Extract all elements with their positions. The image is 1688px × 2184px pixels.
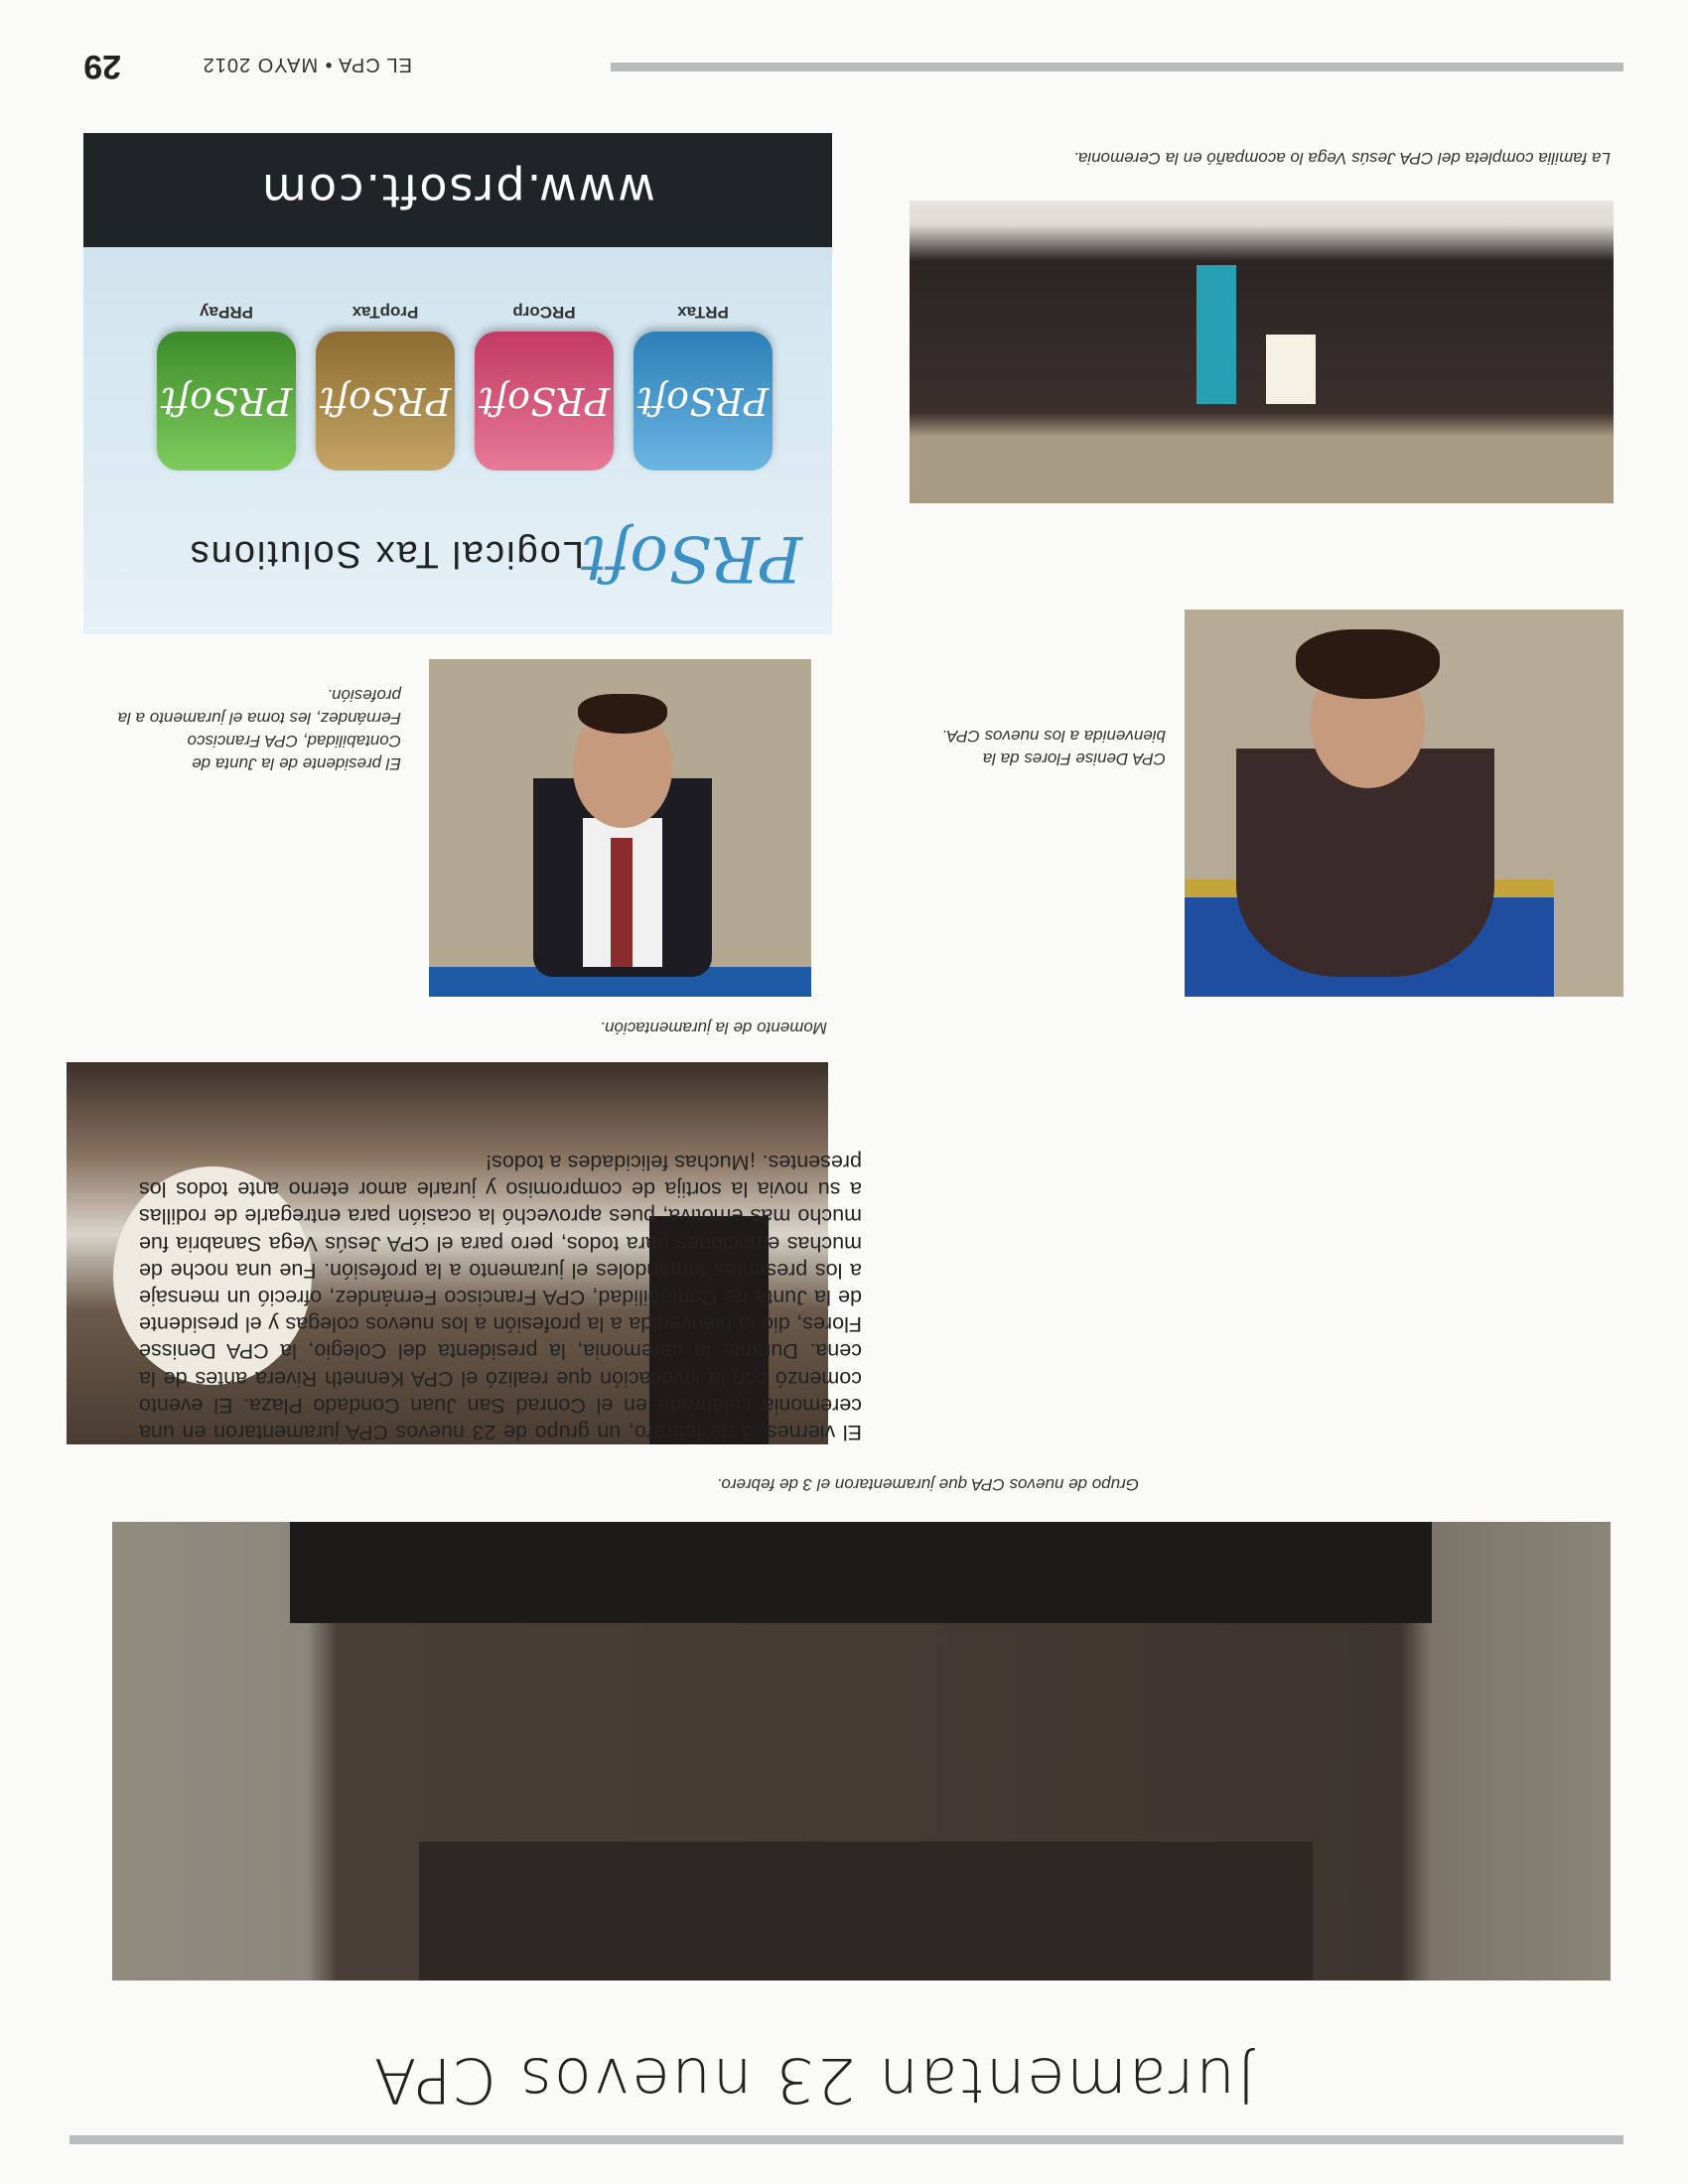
swearing-in-caption: Momento de la juramentación. — [600, 1019, 827, 1037]
group-photo-caption: Grupo de nuevos CPA que juramentaron el 3 de febrero. — [716, 1475, 1139, 1494]
proptax-label: PropTax — [352, 303, 419, 322]
denise-caption: CPA Denise Flores da la bienvenida a los nuevos CPA. — [941, 727, 1166, 768]
prsoft-logo: PRSoft — [580, 521, 802, 595]
denise-photo — [1185, 610, 1623, 997]
prsoft-ad — [83, 133, 832, 634]
prtax-label: PRTax — [677, 303, 729, 322]
president-caption: El presidente de la Junta de Contabilidad, CPA Francisco Fernández, les toma el juramento a la profesión. — [117, 686, 401, 773]
prpay-label: PRPay — [200, 303, 253, 322]
family-caption: La familia completa del CPA Jesús Vega lo acompañó en la Ceremonia. — [1073, 149, 1611, 168]
url-bar — [83, 133, 832, 247]
page-number: 29 — [83, 48, 121, 85]
prpay-tile: PRSoft — [157, 332, 296, 471]
prsoft-tagline: Logical Tax Solutions — [188, 533, 584, 575]
title-rule — [70, 2135, 1623, 2144]
proptax-tile: PRSoft — [316, 332, 455, 471]
prcorp-tile: PRSoft — [475, 332, 614, 471]
prtax-tile: PRSoft — [633, 332, 773, 471]
page-title: Juramentan 23 nuevos CPA — [371, 2044, 1255, 2116]
article-body: El viernes, 3 de febrero, un grupo de 23 nuevos CPA juramentaron en una ceremonia celebrada en el Conrad San Juan Condado Plaza. El evento comenzó con la invocación que realizó el CPA Kenneth Rivera antes de la cena. Durante la ceremonia, la presidenta del Colegio, la CPA Denisse Flores, dio la bienvenida a la profesión a los nuevos colegas y el presidente de la Junta de Contabilidad, CPA Francisco Fernández, ofreció un mensaje a los presentes tomándoles el juramento a la profesión. Fue una noche de muchas emociones para todos, pero para el CPA Jesús Vega Sanabria fue mucho más emotiva, pues aprovechó la ocasión para entregarle de rodillas a su novia la sortija de compromiso y jurarle amor eterno ante todos los presentes. ¡Muchas felicidades a todos! — [139, 1150, 862, 1444]
group-photo — [112, 1522, 1611, 1980]
family-photo — [910, 201, 1614, 503]
prsoft-url: www.prsoft.com — [260, 164, 655, 217]
president-photo — [429, 659, 811, 997]
folio: EL CPA • MAYO 2012 — [202, 54, 412, 75]
footer-rule — [611, 63, 1623, 71]
prcorp-label: PRCorp — [512, 303, 576, 322]
